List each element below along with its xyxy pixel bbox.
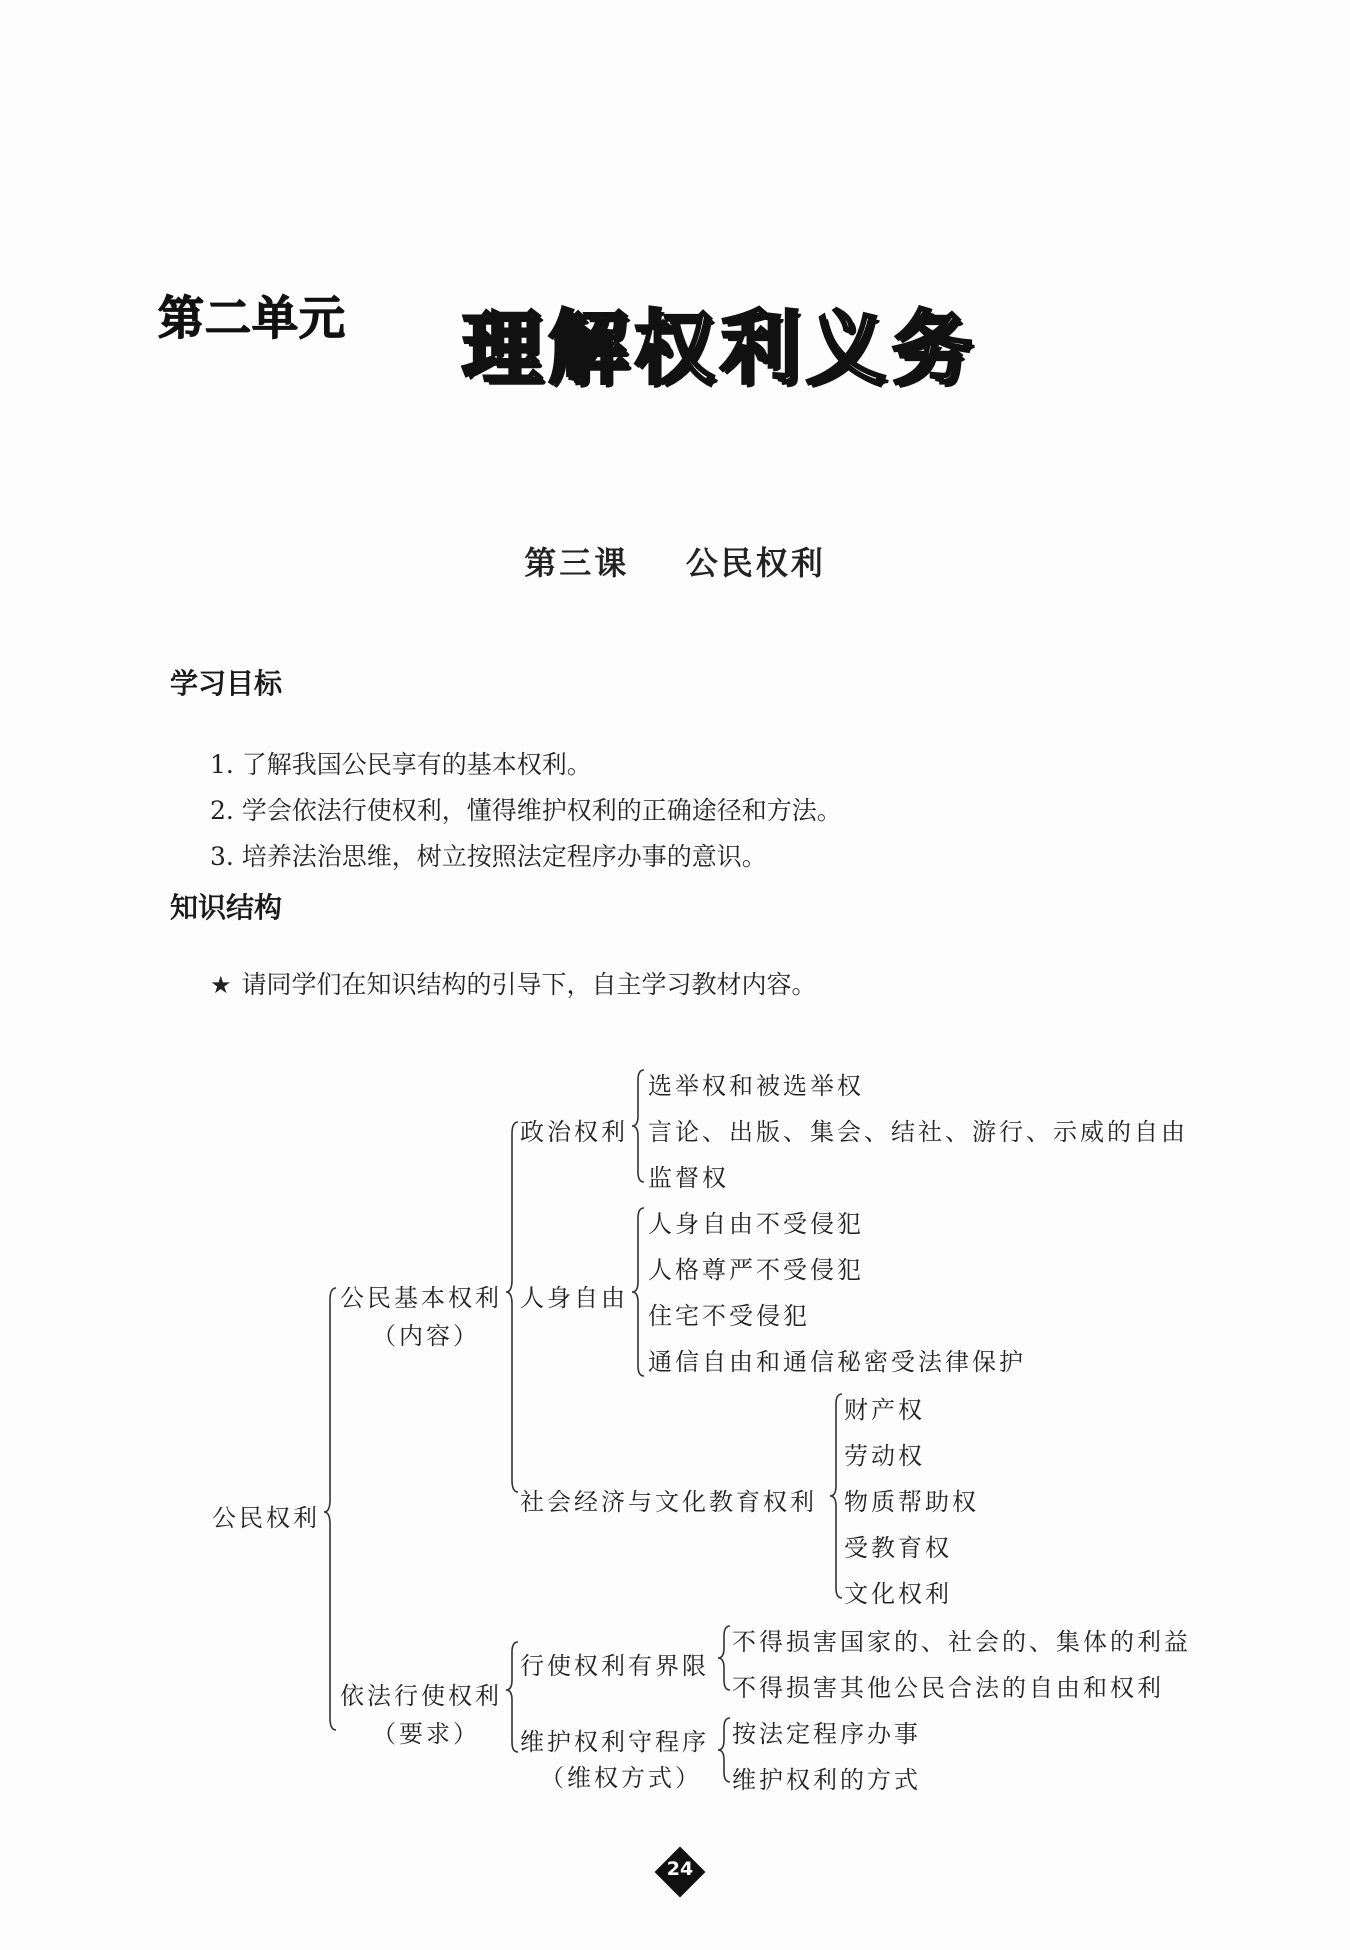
unit-title: 理解权利义务 [462,302,978,395]
tree-social-item: 文化权利 [844,1580,952,1608]
procedure-brace [718,1718,730,1782]
limits-brace [718,1626,730,1690]
tree-social-item: 物质帮助权 [844,1488,979,1516]
tree-political-label: 政治权利 [520,1118,628,1146]
tree-procedure-item: 维护权利的方式 [732,1766,921,1794]
tree-social-label: 社会经济与文化教育权利 [520,1488,817,1516]
tree-procedure-sub: （维权方式） [540,1764,702,1792]
tree-lawful-label: 依法行使权利 [340,1682,502,1710]
tree-procedure-label: 维护权利守程序 [520,1728,709,1756]
objective-item: 1. 了解我国公民享有的基本权利。 [210,750,592,779]
social-brace [830,1394,842,1598]
structure-note-text: 请同学们在知识结构的引导下，自主学习教材内容。 [241,970,817,999]
tree-limits-item: 不得损害国家的、社会的、集体的利益 [732,1628,1191,1656]
tree-limits-item: 不得损害其他公民合法的自由和权利 [732,1674,1164,1702]
tree-personal-item: 通信自由和通信秘密受法律保护 [648,1348,1026,1376]
lesson-title: 第三课 公民权利 [524,544,826,582]
lawful-brace [506,1642,518,1752]
personal-brace [632,1208,644,1376]
structure-heading: 知识结构 [158,886,330,930]
tree-political-item: 选举权和被选举权 [648,1072,864,1100]
tree-lawful-sub: （要求） [372,1720,480,1748]
tree-personal-label: 人身自由 [520,1284,628,1312]
tree-political-item: 监督权 [648,1164,729,1192]
root-brace [324,1288,336,1730]
page-number: 24 [666,1858,694,1880]
objectives-heading: 学习目标 [158,662,330,706]
basic-brace [506,1122,518,1492]
tree-basic-label: 公民基本权利 [340,1284,502,1312]
unit-label: 第二单元 [158,291,346,345]
star-icon: ★ [210,971,232,999]
page-number-badge [654,1846,706,1898]
objective-item: 2. 学会依法行使权利，懂得维护权利的正确途径和方法。 [210,796,842,825]
tree-personal-item: 人身自由不受侵犯 [648,1210,864,1238]
tree-procedure-item: 按法定程序办事 [732,1720,921,1748]
structure-note [210,965,817,1001]
tree-limits-label: 行使权利有界限 [520,1652,709,1680]
tree-social-item: 财产权 [844,1396,925,1424]
tree-social-item: 受教育权 [844,1534,952,1562]
tree-political-item: 言论、出版、集会、结社、游行、示威的自由 [648,1118,1188,1146]
tree-social-item: 劳动权 [844,1442,925,1470]
objective-item: 3. 培养法治思维，树立按照法定程序办事的意识。 [210,842,767,871]
tree-basic-sub: （内容） [372,1322,480,1350]
tree-personal-item: 住宅不受侵犯 [648,1302,810,1330]
tree-personal-item: 人格尊严不受侵犯 [648,1256,864,1284]
objectives-list [210,742,842,880]
tree-root: 公民权利 [212,1504,320,1532]
political-brace [632,1070,644,1182]
